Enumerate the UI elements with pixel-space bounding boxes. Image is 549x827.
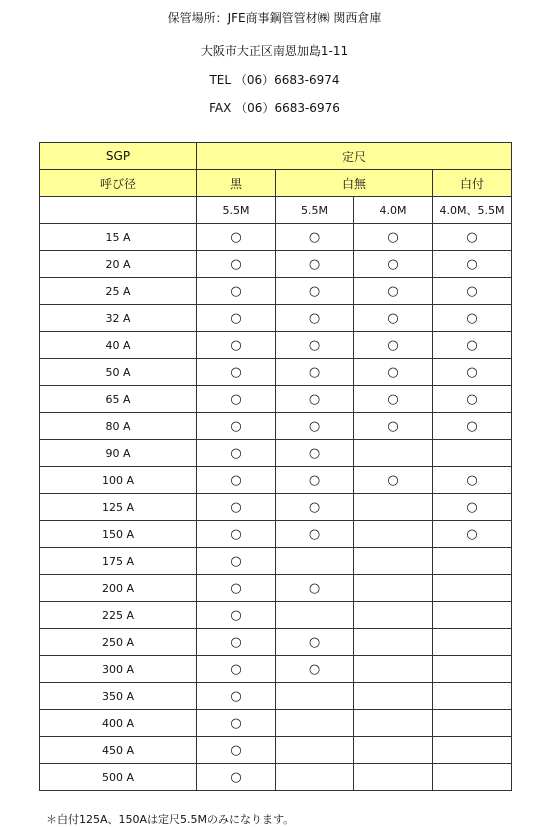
availability-cell xyxy=(276,521,354,548)
table-row xyxy=(40,359,512,386)
available-mark: ○ xyxy=(308,337,321,353)
table-row xyxy=(40,629,512,656)
available-mark: ○ xyxy=(466,310,478,326)
availability-cell xyxy=(276,548,354,575)
table-row xyxy=(40,332,512,359)
available-mark: ○ xyxy=(230,742,242,758)
availability-cell xyxy=(433,440,512,467)
available-mark: ○ xyxy=(308,526,321,542)
availability-cell xyxy=(197,332,276,359)
address: 大阪市大正区南恩加島1-11 xyxy=(200,44,349,58)
footnote: ＊白付125A、150Aは定尺5.5Mのみになります。 xyxy=(46,813,295,826)
table-row xyxy=(40,440,512,467)
availability-cell xyxy=(354,251,433,278)
length-blank xyxy=(40,197,197,224)
availability-cell xyxy=(433,386,512,413)
availability-cell xyxy=(354,710,433,737)
available-mark: ○ xyxy=(230,364,242,380)
availability-cell xyxy=(276,737,354,764)
availability-cell xyxy=(197,764,276,791)
availability-cell xyxy=(276,467,354,494)
available-mark: ○ xyxy=(230,661,242,677)
available-mark: ○ xyxy=(230,769,242,785)
availability-cell xyxy=(354,656,433,683)
available-mark: ○ xyxy=(308,661,321,677)
available-mark: ○ xyxy=(387,391,399,407)
available-mark: ○ xyxy=(230,553,242,569)
availability-cell xyxy=(354,602,433,629)
available-mark: ○ xyxy=(466,391,478,407)
available-mark: ○ xyxy=(230,418,242,434)
col-nominal: 呼び径 xyxy=(40,170,197,197)
size-cell: 175 A xyxy=(40,548,197,575)
size-cell: 225 A xyxy=(40,602,197,629)
availability-cell xyxy=(197,710,276,737)
size-cell: 65 A xyxy=(40,386,197,413)
available-mark: ○ xyxy=(230,256,242,272)
available-mark: ○ xyxy=(387,310,399,326)
availability-cell xyxy=(433,332,512,359)
size-cell: 200 A xyxy=(40,575,197,602)
available-mark: ○ xyxy=(308,418,321,434)
table-row xyxy=(40,278,512,305)
availability-cell xyxy=(433,683,512,710)
availability-cell xyxy=(197,278,276,305)
availability-cell xyxy=(276,305,354,332)
available-mark: ○ xyxy=(230,526,242,542)
available-mark: ○ xyxy=(230,310,242,326)
availability-cell xyxy=(354,467,433,494)
table-row xyxy=(40,575,512,602)
availability-cell xyxy=(354,548,433,575)
available-mark: ○ xyxy=(387,229,399,245)
availability-cell xyxy=(197,656,276,683)
availability-cell xyxy=(354,494,433,521)
size-cell: 20 A xyxy=(40,251,197,278)
table-row xyxy=(40,602,512,629)
available-mark: ○ xyxy=(466,229,478,245)
availability-cell xyxy=(276,710,354,737)
available-mark: ○ xyxy=(387,472,399,488)
available-mark: ○ xyxy=(230,337,242,353)
available-mark: ○ xyxy=(387,337,399,353)
availability-cell xyxy=(197,386,276,413)
size-cell: 100 A xyxy=(40,467,197,494)
table-row xyxy=(40,494,512,521)
availability-cell xyxy=(276,386,354,413)
availability-cell xyxy=(197,440,276,467)
availability-cell xyxy=(197,548,276,575)
available-mark: ○ xyxy=(308,472,321,488)
availability-cell xyxy=(433,359,512,386)
available-mark: ○ xyxy=(387,256,399,272)
available-mark: ○ xyxy=(387,283,399,299)
available-mark: ○ xyxy=(466,283,478,299)
availability-cell xyxy=(354,764,433,791)
group-coated: 白付 xyxy=(433,170,512,197)
availability-cell xyxy=(276,278,354,305)
availability-cell xyxy=(433,305,512,332)
len-plain-2: 4.0M xyxy=(354,197,433,224)
availability-cell xyxy=(433,224,512,251)
availability-cell xyxy=(433,278,512,305)
table-row xyxy=(40,656,512,683)
available-mark: ○ xyxy=(466,472,478,488)
available-mark: ○ xyxy=(230,715,242,731)
availability-cell xyxy=(354,359,433,386)
size-cell: 350 A xyxy=(40,683,197,710)
available-mark: ○ xyxy=(466,418,478,434)
available-mark: ○ xyxy=(230,580,242,596)
table-row xyxy=(40,521,512,548)
availability-cell xyxy=(354,413,433,440)
table-row xyxy=(40,548,512,575)
fax-number: FAX （06）6683-6976 xyxy=(209,101,340,115)
available-mark: ○ xyxy=(230,472,242,488)
stock-table xyxy=(39,142,512,791)
availability-cell xyxy=(354,683,433,710)
availability-cell xyxy=(433,764,512,791)
availability-cell xyxy=(433,251,512,278)
availability-cell xyxy=(354,386,433,413)
available-mark: ○ xyxy=(230,391,242,407)
availability-cell xyxy=(433,737,512,764)
availability-cell xyxy=(276,494,354,521)
len-coated: 4.0M、5.5M xyxy=(433,197,512,224)
available-mark: ○ xyxy=(466,337,478,353)
availability-cell xyxy=(354,737,433,764)
size-cell: 15 A xyxy=(40,224,197,251)
availability-cell xyxy=(433,521,512,548)
availability-cell xyxy=(433,467,512,494)
header-row-1 xyxy=(40,143,512,170)
availability-cell xyxy=(197,467,276,494)
size-cell: 40 A xyxy=(40,332,197,359)
available-mark: ○ xyxy=(308,499,321,515)
available-mark: ○ xyxy=(387,364,399,380)
available-mark: ○ xyxy=(308,256,321,272)
availability-cell xyxy=(197,575,276,602)
availability-cell xyxy=(354,332,433,359)
available-mark: ○ xyxy=(466,526,478,542)
availability-cell xyxy=(197,602,276,629)
availability-cell xyxy=(354,521,433,548)
available-mark: ○ xyxy=(230,688,242,704)
size-cell: 125 A xyxy=(40,494,197,521)
table-row xyxy=(40,413,512,440)
available-mark: ○ xyxy=(308,310,321,326)
availability-cell xyxy=(433,602,512,629)
availability-cell xyxy=(197,359,276,386)
availability-cell xyxy=(433,710,512,737)
size-cell: 80 A xyxy=(40,413,197,440)
table-row xyxy=(40,683,512,710)
availability-cell xyxy=(276,440,354,467)
availability-cell xyxy=(354,629,433,656)
len-plain-1: 5.5M xyxy=(276,197,354,224)
available-mark: ○ xyxy=(387,418,399,434)
available-mark: ○ xyxy=(466,256,478,272)
table-row xyxy=(40,224,512,251)
size-cell: 32 A xyxy=(40,305,197,332)
available-mark: ○ xyxy=(230,499,242,515)
size-cell: 400 A xyxy=(40,710,197,737)
size-cell: 500 A xyxy=(40,764,197,791)
table-row xyxy=(40,251,512,278)
table-row xyxy=(40,764,512,791)
availability-cell xyxy=(433,413,512,440)
availability-cell xyxy=(433,629,512,656)
group-black: 黒 xyxy=(197,170,276,197)
availability-cell xyxy=(276,602,354,629)
availability-cell xyxy=(276,332,354,359)
availability-cell xyxy=(276,764,354,791)
available-mark: ○ xyxy=(308,580,321,596)
availability-cell xyxy=(197,224,276,251)
availability-cell xyxy=(276,575,354,602)
length-row xyxy=(40,197,512,224)
availability-cell xyxy=(197,521,276,548)
group-plain: 白無 xyxy=(276,170,433,197)
col-sgp: SGP xyxy=(40,143,197,170)
header-row-2 xyxy=(40,170,512,197)
available-mark: ○ xyxy=(308,391,321,407)
availability-cell xyxy=(433,575,512,602)
size-cell: 450 A xyxy=(40,737,197,764)
availability-cell xyxy=(433,548,512,575)
table-row xyxy=(40,305,512,332)
available-mark: ○ xyxy=(466,364,478,380)
available-mark: ○ xyxy=(230,607,242,623)
availability-cell xyxy=(276,629,354,656)
available-mark: ○ xyxy=(230,634,242,650)
col-length: 定尺 xyxy=(197,143,512,170)
available-mark: ○ xyxy=(308,634,321,650)
availability-cell xyxy=(433,656,512,683)
availability-cell xyxy=(276,413,354,440)
table-row xyxy=(40,710,512,737)
table-row xyxy=(40,386,512,413)
available-mark: ○ xyxy=(308,364,321,380)
availability-cell xyxy=(276,683,354,710)
availability-cell xyxy=(433,494,512,521)
availability-cell xyxy=(197,413,276,440)
availability-cell xyxy=(354,305,433,332)
tel-number: TEL （06）6683-6974 xyxy=(209,73,340,87)
size-cell: 300 A xyxy=(40,656,197,683)
len-black: 5.5M xyxy=(197,197,276,224)
size-cell: 250 A xyxy=(40,629,197,656)
available-mark: ○ xyxy=(230,445,242,461)
size-cell: 90 A xyxy=(40,440,197,467)
availability-cell xyxy=(354,440,433,467)
availability-cell xyxy=(197,494,276,521)
available-mark: ○ xyxy=(308,283,321,299)
size-cell: 150 A xyxy=(40,521,197,548)
available-mark: ○ xyxy=(230,283,242,299)
availability-cell xyxy=(197,251,276,278)
availability-cell xyxy=(276,656,354,683)
available-mark: ○ xyxy=(230,229,242,245)
available-mark: ○ xyxy=(308,445,321,461)
availability-cell xyxy=(276,224,354,251)
available-mark: ○ xyxy=(466,499,478,515)
availability-cell xyxy=(197,305,276,332)
size-cell: 25 A xyxy=(40,278,197,305)
availability-cell xyxy=(354,224,433,251)
availability-cell xyxy=(197,683,276,710)
table-row xyxy=(40,737,512,764)
availability-cell xyxy=(197,629,276,656)
table-row xyxy=(40,467,512,494)
storage-location: 保管場所：JFE商事鋼管管材㈱ 関西倉庫 xyxy=(167,11,382,25)
size-cell: 50 A xyxy=(40,359,197,386)
availability-cell xyxy=(276,251,354,278)
availability-cell xyxy=(276,359,354,386)
availability-cell xyxy=(197,737,276,764)
availability-cell xyxy=(354,278,433,305)
available-mark: ○ xyxy=(308,229,321,245)
availability-cell xyxy=(354,575,433,602)
